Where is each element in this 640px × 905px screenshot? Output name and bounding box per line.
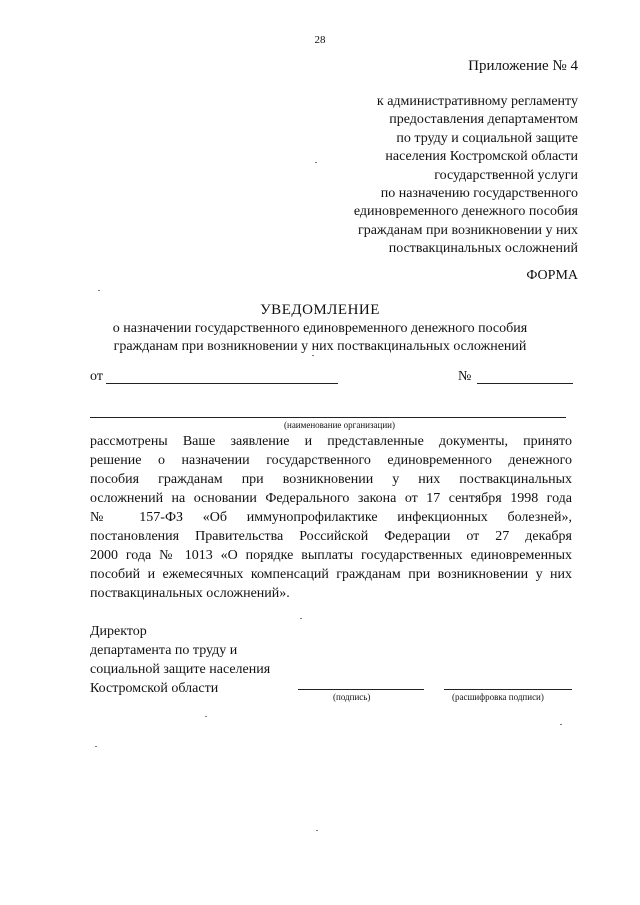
- number-label: №: [458, 369, 472, 384]
- body-line: пособия гражданам при возникновении у них поствакцинальных: [90, 472, 572, 487]
- body-line: № 157-ФЗ «Об иммунопрофилактике инфекционных болезней»,: [90, 510, 572, 525]
- number-field-line: [477, 383, 573, 384]
- scan-speck: [316, 830, 318, 831]
- appendix-reference: [258, 93, 578, 259]
- appendix-line: населения Костромской области: [385, 149, 578, 165]
- appendix-line: поствакцинальных осложнений: [388, 241, 578, 257]
- signature-field-line: [298, 689, 424, 690]
- signatory-block: [90, 622, 270, 698]
- organization-field-line: [90, 417, 566, 418]
- signatory-line: Директор: [90, 624, 147, 639]
- appendix-line: гражданам при возникновении у них: [357, 222, 578, 238]
- appendix-line: предоставления департаментом: [389, 112, 578, 128]
- page-number: 28: [314, 34, 326, 46]
- appendix-line: к административному регламенту: [376, 94, 578, 109]
- signatory-line: департамента по труду и: [90, 643, 238, 658]
- form-label: ФОРМА: [526, 268, 578, 283]
- appendix-line: по труду и социальной защите: [396, 130, 578, 146]
- scan-speck: [312, 355, 314, 356]
- scan-speck: [560, 724, 562, 725]
- signatory-line: Костромской области: [90, 681, 219, 696]
- document-title: УВЕДОМЛЕНИЕ: [260, 302, 380, 318]
- body-line: 2000 года № 1013 «О порядке выплаты государственных единовременных: [90, 548, 572, 563]
- body-line: поствакцинальных осложнений».: [90, 586, 290, 601]
- document-subtitle: [60, 320, 580, 356]
- body-line: пособий и ежемесячных компенсаций гражданам при возникновении у них: [90, 567, 572, 582]
- scan-speck: [98, 290, 100, 291]
- appendix-line: по назначению государственного: [380, 186, 578, 202]
- signature-decode-field-line: [444, 689, 572, 690]
- appendix-line: единовременного денежного пособия: [353, 204, 578, 220]
- scan-speck: [205, 716, 207, 717]
- signature-decode-caption: (расшифровка подписи): [452, 692, 544, 702]
- body-line: рассмотрены Ваше заявление и представленные документы, принято: [90, 434, 572, 449]
- appendix-title: Приложение № 4: [468, 58, 578, 74]
- organization-caption: (наименование организации): [284, 420, 395, 430]
- appendix-line: государственной услуги: [434, 167, 578, 183]
- subtitle-line: гражданам при возникновении у них поствакцинальных осложнений: [113, 339, 527, 354]
- signature-caption: (подпись): [333, 692, 371, 702]
- scan-speck: [315, 162, 317, 163]
- notice-body: [90, 432, 572, 603]
- scan-speck: [300, 618, 302, 619]
- signatory-line: социальной защите населения: [90, 662, 271, 677]
- body-line: осложнений на основании Федерального закона от 17 сентября 1998 года: [90, 491, 572, 506]
- body-line: решение о назначении государственного единовременного денежного: [90, 453, 572, 468]
- from-label: от: [90, 369, 103, 384]
- scan-speck: [95, 746, 97, 747]
- body-line: постановления Правительства Российской Федерации от 27 декабря: [90, 529, 572, 544]
- date-field-line: [106, 383, 338, 384]
- subtitle-line: о назначении государственного единовременного денежного пособия: [112, 321, 528, 336]
